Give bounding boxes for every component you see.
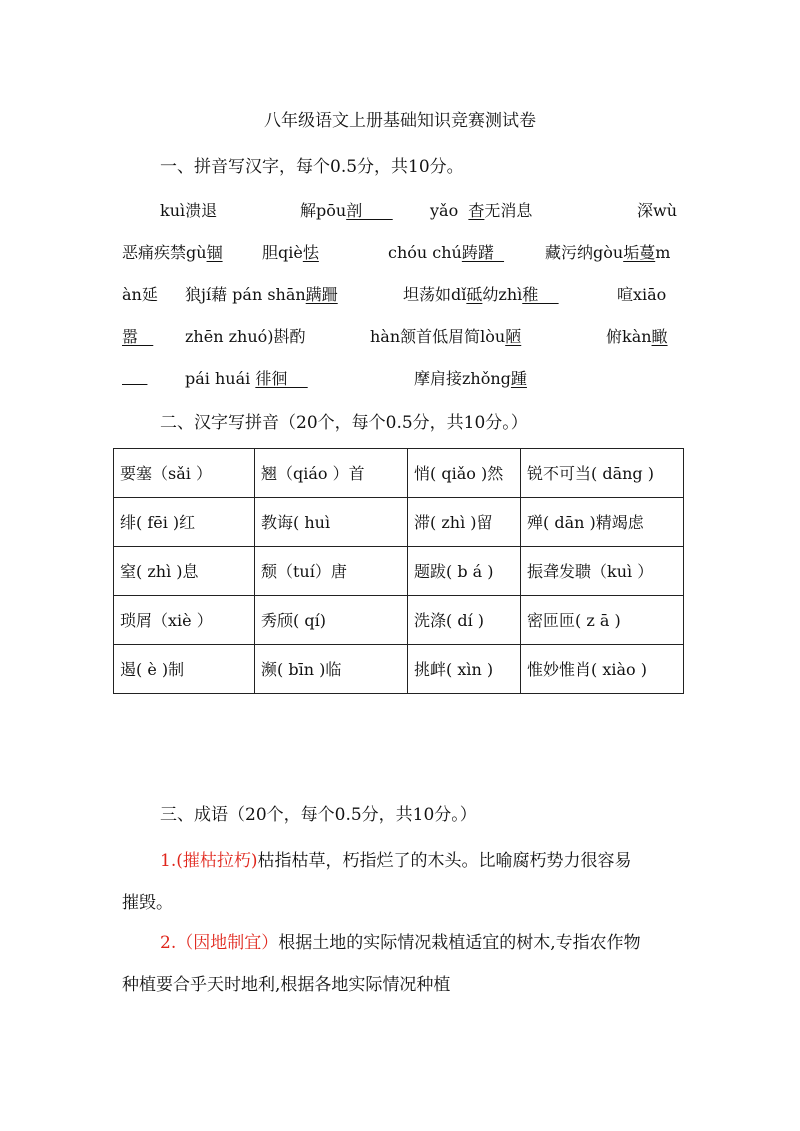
pinyin-item: hàn颔首低眉简lòu陋: [370, 327, 522, 346]
table-cell: 锐不可当( dāng ): [521, 449, 684, 498]
pinyin-item: 深wù: [637, 201, 678, 220]
table-cell: 洗涤( dí ): [408, 596, 521, 645]
blank-line: [122, 366, 147, 385]
table-cell: 教诲( huì: [255, 498, 408, 547]
idiom-answer: 2.（因地制宜）: [160, 933, 279, 953]
pinyin-item: 坦荡如dǐ砥幼zhì稚: [403, 285, 559, 304]
table-cell: 遏( è )制: [114, 645, 255, 694]
table-cell: 滞( zhì )留: [408, 498, 521, 547]
table-row: [114, 498, 684, 547]
table-cell: 挑衅( xìn ): [408, 645, 521, 694]
table-row: [114, 596, 684, 645]
pinyin-item: chóu chú踌躇: [388, 243, 505, 262]
table-row: [114, 645, 684, 694]
idiom-definition: 枯指枯草，朽指烂了的木头。比喻腐朽势力很容易: [257, 851, 632, 871]
pinyin-item: 摩肩接zhǒng踵: [414, 369, 527, 388]
idiom-item-2-cont: 种植要合乎天时地利,根据各地实际情况种植: [122, 975, 451, 995]
idiom-definition: 根据土地的实际情况栽植适宜的树木,专指农作物: [278, 933, 641, 953]
table-cell: 要塞（sǎi ）: [114, 449, 255, 498]
page-title: 八年级语文上册基础知识竞赛测试卷: [264, 111, 536, 131]
idiom-item-2: [160, 928, 641, 953]
table-cell: 翘（qiáo ）首: [255, 449, 408, 498]
idiom-item-1: [160, 846, 631, 871]
section2-heading: 二、汉字写拼音（20个，每个0.5分，共10分。）: [160, 413, 528, 433]
idiom-answer: 1.(摧枯拉朽): [160, 851, 258, 871]
section1-heading: 一、拼音写汉字，每个0.5分，共10分。: [160, 157, 464, 177]
table-cell: 濒( bīn )临: [255, 645, 408, 694]
table-cell: 悄( qiǎo )然: [408, 449, 521, 498]
table-cell: 题跋( b á ): [408, 547, 521, 596]
idiom-item-1-cont: 摧毁。: [122, 893, 173, 913]
table-cell: 绯( fēi )红: [114, 498, 255, 547]
pinyin-item: kuì溃退: [160, 201, 218, 220]
pinyin-item: 喧xiāo: [617, 285, 667, 304]
pinyin-item: 俯kàn瞰: [606, 327, 668, 346]
pinyin-item: àn延: [122, 285, 158, 304]
pinyin-item: 狼jí藉 pán shān蹒跚: [185, 285, 338, 304]
pinyin-table: [113, 448, 684, 694]
table-cell: 振聋发聩（kuì ）: [521, 547, 684, 596]
pinyin-item: 解pōu剖: [300, 201, 393, 220]
table-row: [114, 547, 684, 596]
pinyin-item: 胆qiè怯: [262, 243, 319, 262]
table-cell: 窒( zhì )息: [114, 547, 255, 596]
pinyin-item: 藏污纳gòu垢蔓m: [545, 243, 671, 262]
table-cell: 秀颀( qí): [255, 596, 408, 645]
table-cell: 颓（tuí）唐: [255, 547, 408, 596]
pinyin-item: 恶痛疾禁gù锢: [122, 243, 223, 262]
pinyin-item: zhēn zhuó)斟酌: [185, 327, 306, 346]
table-cell: 惟妙惟肖( xiào ): [521, 645, 684, 694]
table-cell: 密匝匝( z ā ): [521, 596, 684, 645]
table-cell: 琐屑（xiè ）: [114, 596, 255, 645]
section3-heading: 三、成语（20个，每个0.5分，共10分。）: [160, 805, 477, 825]
table-row: [114, 449, 684, 498]
table-cell: 殚( dān )精竭虑: [521, 498, 684, 547]
pinyin-item: pái huái 徘徊: [185, 369, 308, 388]
pinyin-item: 嚣: [122, 327, 154, 346]
pinyin-item: yǎo 杳无消息: [430, 201, 533, 220]
